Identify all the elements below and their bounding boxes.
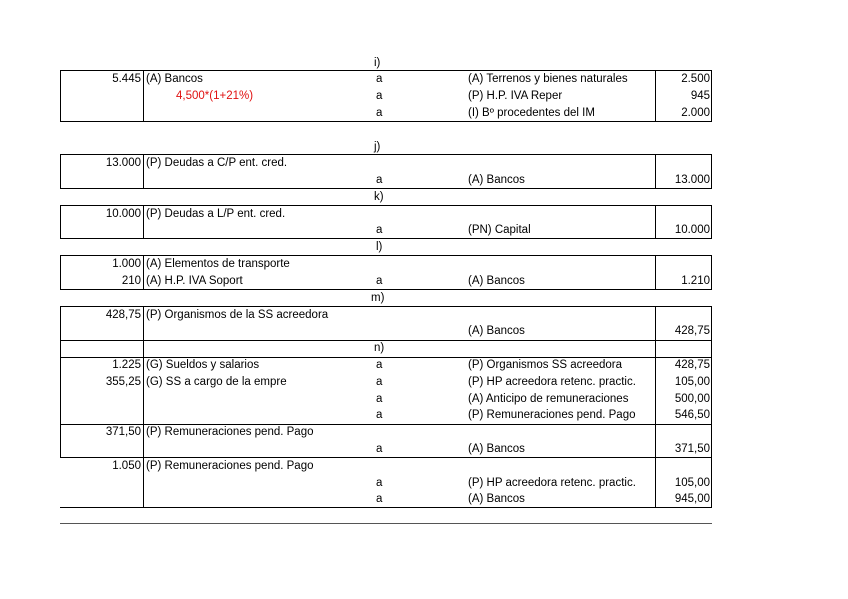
debit-account: (G) Sueldos y salarios: [146, 359, 260, 371]
debit-amount: 1.050: [112, 460, 141, 472]
divider: [143, 255, 144, 289]
divider: [711, 340, 712, 357]
debit-amount: 1.000: [112, 258, 141, 270]
credit-amount: 105,00: [674, 477, 710, 489]
credit-amount: 945: [690, 90, 710, 102]
debit-account: (A) H.P. IVA Soport: [146, 275, 243, 287]
debit-amount: 210: [121, 275, 141, 287]
connector: a: [376, 376, 383, 388]
credit-amount: 500,00: [674, 393, 710, 405]
credit-account: (PN) Capital: [468, 224, 531, 236]
section-label-i: i): [374, 57, 381, 69]
connector: a: [376, 224, 383, 236]
divider: [60, 121, 712, 122]
credit-amount: 546,50: [674, 409, 710, 421]
debit-amount: 5.445: [112, 73, 141, 85]
connector: a: [376, 275, 383, 287]
divider: [143, 424, 144, 457]
divider: [143, 205, 144, 238]
connector: a: [376, 393, 383, 405]
divider: [60, 289, 712, 290]
divider: [711, 424, 712, 457]
divider: [711, 306, 712, 340]
credit-amount: 2.000: [681, 107, 710, 119]
debit-account: (P) Remuneraciones pend. Pago: [146, 460, 314, 472]
divider: [60, 340, 712, 341]
debit-account: (P) Deudas a C/P ent. cred.: [146, 157, 288, 169]
credit-account: (P) HP acreedora retenc. practic.: [468, 477, 636, 489]
section-label-l: l): [376, 241, 383, 253]
divider: [60, 340, 61, 357]
section-label-j: j): [374, 141, 381, 153]
credit-amount: 10.000: [674, 224, 710, 236]
credit-amount: 428,75: [674, 325, 710, 337]
divider: [143, 357, 144, 424]
credit-account: (A) Bancos: [468, 275, 525, 287]
debit-amount: 355,25: [105, 376, 141, 388]
connector: a: [376, 443, 383, 455]
bottom-rule: [60, 523, 712, 524]
divider: [143, 70, 144, 121]
connector: a: [376, 174, 383, 186]
credit-amount: 945,00: [674, 493, 710, 505]
divider: [143, 457, 144, 507]
debit-account: (A) Bancos: [146, 73, 203, 85]
divider: [143, 154, 144, 188]
credit-amount: 105,00: [674, 376, 710, 388]
divider: [143, 340, 144, 357]
connector: a: [376, 90, 383, 102]
divider: [60, 507, 712, 508]
credit-amount: 2.500: [681, 73, 710, 85]
credit-account: (A) Anticipo de remuneraciones: [468, 393, 629, 405]
divider: [711, 357, 712, 424]
debit-amount: 13.000: [105, 157, 141, 169]
credit-account: (P) HP acreedora retenc. practic.: [468, 376, 636, 388]
debit-account: (P) Organismos de la SS acreedora: [146, 309, 329, 321]
debit-amount: 1.225: [112, 359, 141, 371]
connector: a: [376, 477, 383, 489]
divider: [655, 340, 656, 357]
debit-amount: 10.000: [105, 208, 141, 220]
divider: [711, 154, 712, 188]
connector: a: [376, 73, 383, 85]
divider: [60, 238, 712, 239]
credit-account: (A) Terrenos y bienes naturales: [468, 73, 628, 85]
connector: a: [376, 359, 383, 371]
credit-account: (A) Bancos: [468, 493, 525, 505]
connector: a: [376, 107, 383, 119]
debit-account: (P) Deudas a L/P ent. cred.: [146, 208, 286, 220]
credit-account: (A) Bancos: [468, 174, 525, 186]
credit-account: (I) Bº procedentes del IM: [468, 107, 595, 119]
debit-account: (A) Elementos de transporte: [146, 258, 290, 270]
credit-amount: 1.210: [681, 275, 710, 287]
credit-account: (P) H.P. IVA Reper: [468, 90, 563, 102]
divider: [711, 255, 712, 289]
credit-account: (P) Remuneraciones pend. Pago: [468, 409, 636, 421]
credit-amount: 13.000: [674, 174, 710, 186]
divider: [143, 306, 144, 340]
section-label-n: n): [374, 342, 385, 354]
divider: [711, 457, 712, 507]
connector: a: [376, 493, 383, 505]
credit-amount: 371,50: [674, 443, 710, 455]
section-label-k: k): [374, 191, 384, 203]
credit-account: (P) Organismos SS acreedora: [468, 359, 623, 371]
debit-account: (P) Remuneraciones pend. Pago: [146, 426, 314, 438]
debit-amount: 371,50: [105, 426, 141, 438]
divider: [711, 205, 712, 238]
credit-amount: 428,75: [674, 359, 710, 371]
section-label-m: m): [371, 292, 385, 304]
debit-account: (G) SS a cargo de la empre: [146, 376, 287, 388]
divider: [60, 188, 712, 189]
debit-amount: 428,75: [105, 309, 141, 321]
divider: [711, 70, 712, 121]
connector: a: [376, 409, 383, 421]
credit-account: (A) Bancos: [468, 325, 525, 337]
vat-calculation-note: 4,500*(1+21%): [176, 90, 254, 102]
credit-account: (A) Bancos: [468, 443, 525, 455]
